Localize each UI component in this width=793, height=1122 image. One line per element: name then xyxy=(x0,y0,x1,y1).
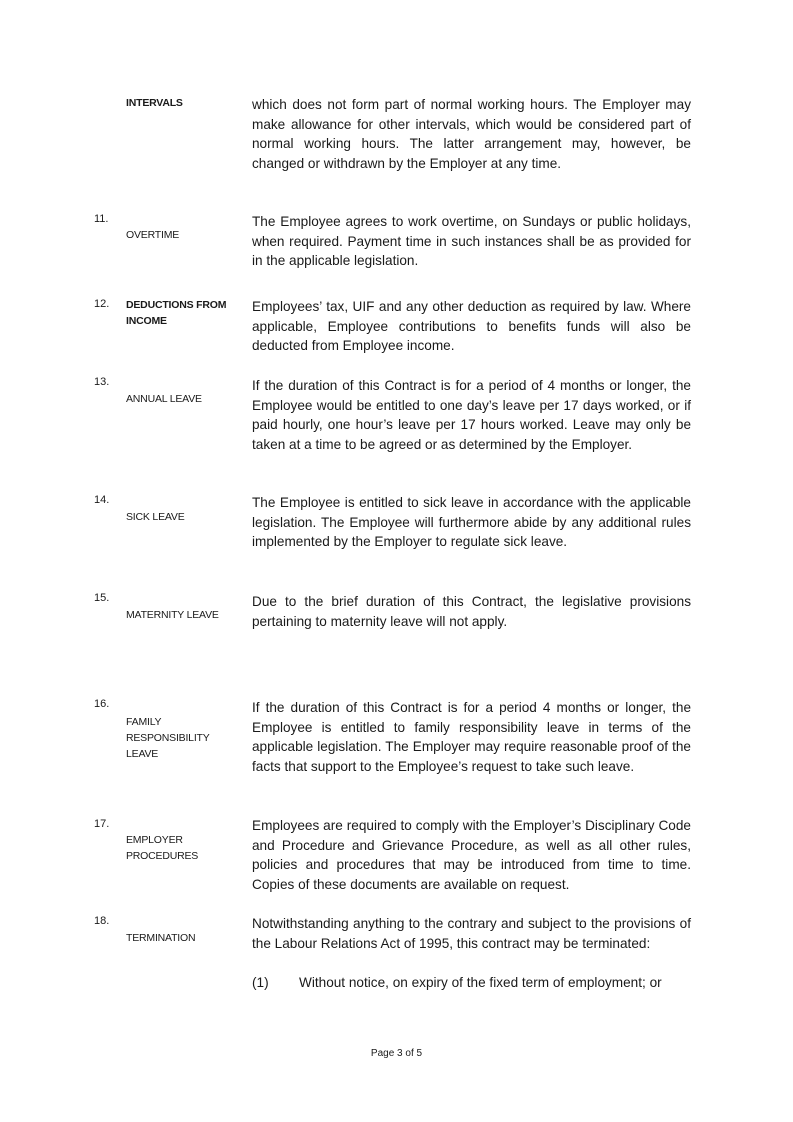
section-number-employer-procedures: 17. xyxy=(94,818,110,830)
section-number-maternity-leave: 15. xyxy=(94,592,110,604)
section-text-annual-leave: If the duration of this Contract is for a period of 4 months or longer, the Employee would be entitled to one day’s leave per 17 days worked, or if paid hourly, one hour’s leave per 17 hours worked. Leave may only be taken at a time to be agreed or as determined by the Employer. xyxy=(252,378,691,452)
section-label-maternity-leave: MATERNITY LEAVE xyxy=(126,609,219,621)
section-text-intervals: which does not form part of normal working hours. The Employer may make allowance for other intervals, which would be considered part of normal working hours. The latter arrangement may, however, be changed or withdrawn by the Employer at any time. xyxy=(252,97,691,171)
section-text-employer-procedures: Employees are required to comply with the Employer’s Disciplinary Code and Procedure and Grievance Procedure, as well as all other rules, policies and procedures that may be introduced from time to time. Copies of these documents are available on request. xyxy=(252,818,691,892)
section-label-sick-leave: SICK LEAVE xyxy=(126,511,185,523)
section-text-family-leave: If the duration of this Contract is for a period 4 months or longer, the Employee is entitled to family responsibility leave in terms of the applicable legislation. The Employer may require reasonable proof of the facts that support to the Employee’s request to take such leave. xyxy=(252,700,691,774)
section-label-termination: TERMINATION xyxy=(126,932,196,944)
section-label-employer-procedures: EMPLOYER PROCEDURES xyxy=(126,834,199,862)
list-item-number: (1) xyxy=(252,975,269,990)
section-label-overtime: OVERTIME xyxy=(126,229,180,241)
section-text-overtime: The Employee agrees to work overtime, on Sundays or public holidays, when required. Payment time in such instances shall be as provided for in the applicable legislation. xyxy=(252,214,691,269)
section-number-deductions: 12. xyxy=(94,298,110,310)
section-number-overtime: 11. xyxy=(94,213,109,225)
section-text-termination: Notwithstanding anything to the contrary and subject to the provisions of the Labour Relations Act of 1995, this contract may be terminated: xyxy=(252,916,691,951)
page-number: Page 3 of 5 xyxy=(370,1048,423,1059)
section-number-annual-leave: 13. xyxy=(94,376,110,388)
section-number-termination: 18. xyxy=(94,915,110,927)
section-label-deductions: DEDUCTIONS FROM INCOME xyxy=(126,299,227,327)
termination-list-item xyxy=(252,973,691,1013)
section-number-family-leave: 16. xyxy=(94,698,110,710)
section-label-annual-leave: ANNUAL LEAVE xyxy=(126,393,202,405)
section-number-sick-leave: 14. xyxy=(94,494,110,506)
section-label-family-leave: FAMILY RESPONSIBILITY LEAVE xyxy=(126,716,210,760)
section-text-deductions: Employees’ tax, UIF and any other deduction as required by law. Where applicable, Employee contributions to benefits funds will also be deducted from Employee income. xyxy=(252,299,691,354)
section-text-sick-leave: The Employee is entitled to sick leave in accordance with the applicable legislation. The Employee will furthermore abide by any additional rules implemented by the Employer to regulate sick leave. xyxy=(252,495,691,550)
section-label-intervals: INTERVALS xyxy=(126,97,183,109)
section-text-maternity-leave: Due to the brief duration of this Contract, the legislative provisions pertaining to maternity leave will not apply. xyxy=(252,594,691,629)
list-item-text: Without notice, on expiry of the fixed term of employment; or xyxy=(299,975,662,990)
